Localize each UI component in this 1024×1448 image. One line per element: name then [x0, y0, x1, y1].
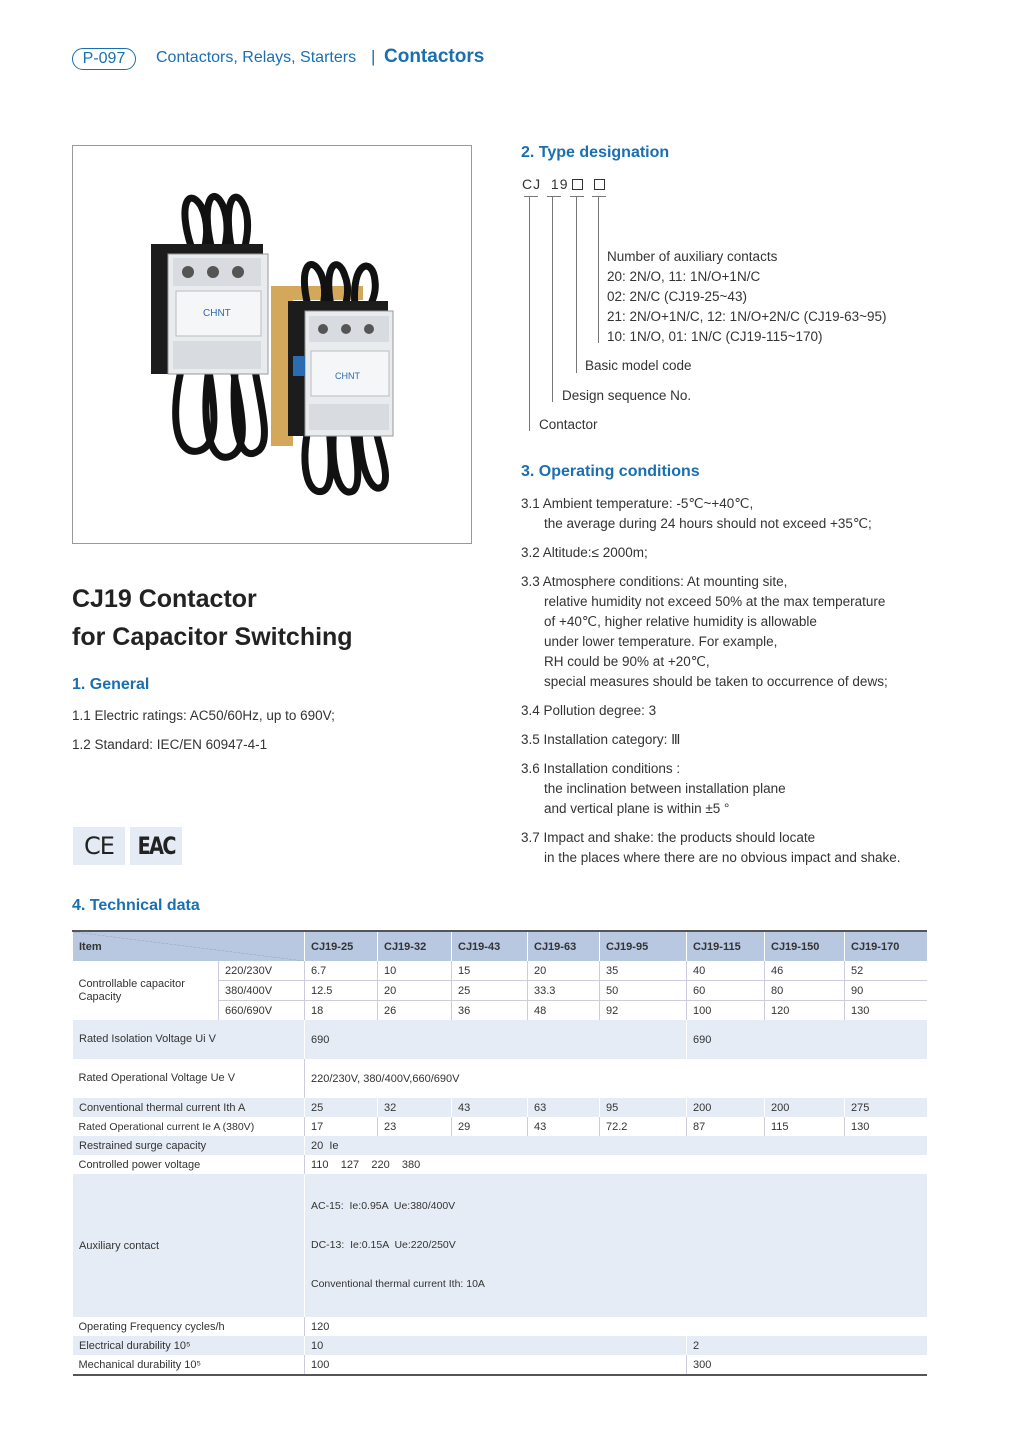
table-row: Auxiliary contact AC-15: Ie:0.95A Ue:380/400V DC-13: Ie:0.15A Ue:220/250V Conventional thermal current Ith: 10A [73, 1174, 927, 1317]
surge-label: Restrained surge capacity [73, 1136, 305, 1155]
technical-data-table [72, 930, 927, 1376]
table-row: Electrical durability 10⁵ 10 2 [73, 1336, 927, 1355]
general-item-1: 1.1 Electric ratings: AC50/60Hz, up to 690V; [72, 708, 335, 723]
brand-label: CHNT [203, 308, 231, 319]
operational-label: Rated Operational Voltage Ue V [73, 1059, 305, 1098]
table-row: Rated Operational current Ie A (380V) 17 23 29 43 72.2 87 115 130 [73, 1117, 927, 1136]
table-row: 660/690V 18 26 36 48 92 100 120 130 [73, 1001, 927, 1021]
op-item-3: 3.3 Atmosphere conditions: At mounting site, relative humidity not exceed 50% at the max temperature of +40℃, higher relative humidity is allowable under lower temperature. For example, RH could be 90% at +20℃, special measures should be taken to occurrence of dews; [521, 574, 888, 689]
capacitor-label: Controllable capacitor Capacity [73, 961, 219, 1020]
control-voltage-label: Controlled power voltage [73, 1155, 305, 1174]
design-sequence: Design sequence No. [562, 388, 692, 403]
type-code-box-2 [594, 179, 605, 190]
thermal-label: Conventional thermal current Ith A [73, 1098, 305, 1117]
op-item-4: 3.4 Pollution degree: 3 [521, 703, 657, 718]
model-header: CJ19-43 [452, 931, 528, 961]
model-header: CJ19-95 [600, 931, 687, 961]
general-heading: 1. General [72, 676, 150, 693]
op-item-5: 3.5 Installation category: Ⅲ [521, 732, 681, 747]
type-code [522, 176, 568, 192]
type-code-prefix: CJ [522, 176, 542, 192]
operating-list [521, 494, 941, 868]
frequency-label: Operating Frequency cycles/h [73, 1317, 305, 1336]
electrical-durability-label: Electrical durability 10⁵ [73, 1336, 305, 1355]
table-row: Controlled power voltage 110 127 220 380 [73, 1155, 927, 1174]
product-title-line1: CJ19 Contactor [72, 585, 257, 613]
item-header: Item [73, 931, 305, 961]
table-row: 380/400V 12.5 20 25 33.3 50 60 80 90 [73, 981, 927, 1001]
aux-contact-label: Auxiliary contact [73, 1174, 305, 1317]
op-item-2: 3.2 Altitude:≤ 2000m; [521, 545, 648, 560]
model-header: CJ19-115 [687, 931, 765, 961]
type-code-box-1 [572, 179, 583, 190]
op-item-1: 3.1 Ambient temperature: -5℃~+40℃, the average during 24 hours should not exceed +35℃; [521, 496, 872, 531]
breadcrumb-separator: | [371, 47, 376, 66]
op-item-6: 3.6 Installation conditions : the inclination between installation plane and vertical plane is within ±5 ° [521, 761, 786, 816]
technical-heading: 4. Technical data [72, 897, 200, 914]
breadcrumb-current: Contactors [384, 46, 485, 67]
op-item-7: 3.7 Impact and shake: the products should locate in the places where there are no obvious impact and shake. [521, 830, 901, 865]
isolation-label: Rated Isolation Voltage Ui V [73, 1020, 305, 1059]
breadcrumb: Contactors, Relays, Starters [156, 49, 357, 66]
general-item-2: 1.2 Standard: IEC/EN 60947-4-1 [72, 737, 268, 752]
model-header: CJ19-63 [528, 931, 600, 961]
contactor-illustration [73, 146, 470, 542]
page-code-badge: P-097 [72, 48, 136, 70]
eac-mark: EAC [130, 827, 182, 865]
operating-heading: 3. Operating conditions [521, 463, 700, 480]
table-row: Mechanical durability 10⁵ 100 300 [73, 1355, 927, 1375]
table-row: Restrained surge capacity 20 Ie [73, 1136, 927, 1155]
table-row: Rated Operational Voltage Ue V 220/230V, 380/400V,660/690V [73, 1059, 927, 1098]
product-photo [72, 145, 472, 544]
table-header-row [73, 931, 927, 961]
model-header: CJ19-150 [765, 931, 845, 961]
product-title [72, 580, 353, 656]
table-row: Controllable capacitor Capacity 220/230V 6.7 10 15 20 35 40 46 52 [73, 961, 927, 981]
model-header: CJ19-170 [845, 931, 927, 961]
basic-model-code: Basic model code [585, 358, 692, 373]
aux-contacts-description: Number of auxiliary contacts 20: 2N/O, 11: 1N/O+1N/C 02: 2N/C (CJ19-25~43) 21: 2N/O+1N/C, 12: 1N/O+2N/C (CJ19-63~95) 10: 1N/O, 01: 1N/C (CJ19-115~170) [607, 249, 887, 344]
type-code-number: 19 [550, 176, 569, 192]
ce-mark: CE [73, 827, 125, 865]
table-row: Rated Isolation Voltage Ui V 690 690 [73, 1020, 927, 1059]
rated-current-label: Rated Operational current Ie A (380V) [73, 1117, 305, 1136]
model-header: CJ19-25 [305, 931, 378, 961]
brand-label-front: CHNT [335, 371, 360, 381]
mechanical-durability-label: Mechanical durability 10⁵ [73, 1355, 305, 1375]
model-header: CJ19-32 [378, 931, 452, 961]
product-title-line2: for Capacitor Switching [72, 623, 353, 651]
contactor-label: Contactor [539, 417, 598, 432]
table-row: Operating Frequency cycles/h 120 [73, 1317, 927, 1336]
type-designation-heading: 2. Type designation [521, 144, 670, 161]
table-row: Conventional thermal current Ith A 25 32 43 63 95 200 200 275 [73, 1098, 927, 1117]
